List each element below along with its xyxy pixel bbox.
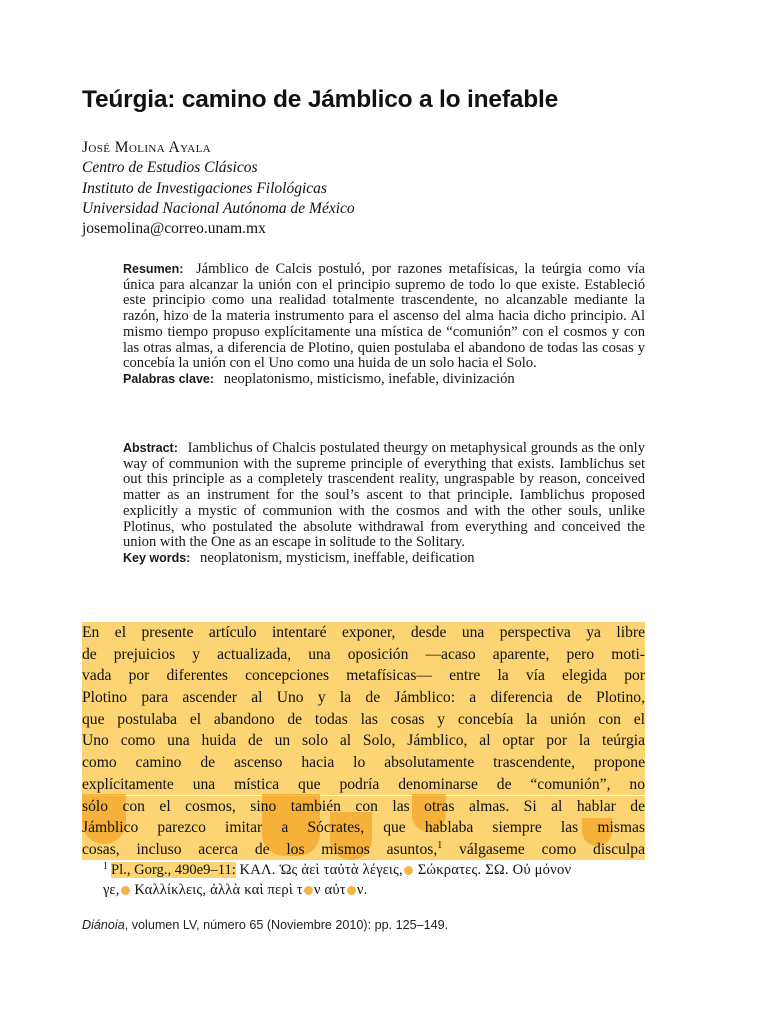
affiliation-1: Centro de Estudios Clásicos: [82, 159, 258, 177]
footnote: [103, 857, 645, 900]
journal-details: , volumen LV, número 65 (Noviembre 2010): pp. 125–149.: [124, 918, 449, 932]
resumen-section: [123, 262, 645, 388]
resumen-paragraph: [123, 262, 645, 372]
key-words-label: Key words:: [123, 550, 191, 565]
palabras-clave-text: neoplatonismo, misticismo, inefable, divinización: [223, 370, 515, 387]
key-words-text: neoplatonism, mysticism, ineffable, deification: [200, 549, 475, 566]
author-email[interactable]: josemolina@correo.unam.mx: [82, 220, 266, 238]
key-words: [123, 551, 645, 567]
journal-citation: [82, 918, 448, 932]
footnote-greek-6: ν.: [356, 882, 368, 898]
body-line: Jámblico parezco imitar a Sócrates, que hablaba siempre las mismas: [82, 817, 645, 839]
body-line: En el presente artículo intentaré exponer, desde una perspectiva ya libre: [82, 622, 645, 644]
author-block: [82, 138, 355, 239]
resumen-text: Jámblico de Calcis postuló, por razones metafísicas, la teúrgia como vía única para alcanzar la unión con el principio supremo de todo lo que existe. Estableció este principio como una realidad totalmente trascendente, no alcanzable mediante la razón, hizo de la materia instrumento para el ascenso del alma hacia dicho principio. Al mismo tiempo propuso explícitamente una mística de “comunión” con el cosmos y con las otras almas, a diferencia de Plotino, quien postulaba el abandono de todas las cosas y concebía la unión con el Uno como una huida de un solo hacia el Solo.: [123, 261, 645, 372]
palabras-clave: [123, 372, 645, 388]
abstract-text: Iamblichus of Chalcis postulated theurgy on metaphysical grounds as the only way of communion with the supreme principle of everything that exists. Iamblichus set out this principle as a completely trascendent reality, ungraspable by reason, conceived matter as an instrument for the soul’s ascent to that principle. Iamblichus proposed explicitly a mystic of communion with the cosmos and with the other souls, unlike Plotinus, who postulated the absolute withdrawal from everything and conceived the union with the One as an escape in solitude to the Solitary.: [123, 440, 645, 551]
abstract-paragraph: [123, 441, 645, 551]
footnote-greek-3: γε,: [103, 882, 120, 898]
body-line: Uno como una huida de un solo al Solo, Jámblico, al optar por la teúrgia: [82, 730, 645, 752]
highlight-dot: [121, 886, 130, 895]
abstract-label: Abstract:: [123, 441, 178, 455]
highlighted-body-paragraph: [82, 622, 645, 861]
footnote-citation: Pl., Gorg., 490e9–11:: [111, 862, 236, 878]
footnote-greek-1: ΚΑΛ. Ὡς ἀεὶ ταὐτὰ λέγεις,: [239, 862, 403, 878]
highlight-dot: [304, 886, 313, 895]
body-line: sólo con el cosmos, sino también con las otras almas. Si al hablar de: [82, 796, 645, 818]
article-title: Teúrgia: camino de Jámblico a lo inefable: [82, 86, 559, 113]
footnote-ref[interactable]: 1: [437, 839, 443, 851]
body-line: de prejuicios y actualizada, una oposición —acaso aparente, pero moti-: [82, 644, 645, 666]
palabras-clave-label: Palabras clave:: [123, 371, 215, 386]
journal-name: Diánoia: [82, 918, 125, 932]
footnote-greek-2: Σώκρατες. ΣΩ. Οὐ μόνον: [413, 862, 572, 878]
highlight-dot: [404, 866, 413, 875]
body-line: Plotino para ascender al Uno y la de Jámblico: a diferencia de Plotino,: [82, 687, 645, 709]
body-line-last: cosas, incluso acerca de los mismos asuntos,$^1$ válgaseme como disculpa: [82, 839, 645, 861]
body-line: vada por diferentes concepciones metafísicas— entre la vía elegida por: [82, 665, 645, 687]
affiliation-2: Instituto de Investigaciones Filológicas: [82, 179, 327, 197]
highlight-dot: [347, 886, 356, 895]
footnote-greek-4: Καλλίκλεις, ἀλλὰ καὶ περὶ τ: [130, 882, 303, 898]
affiliation-3: Universidad Nacional Autónoma de México: [82, 199, 355, 217]
abstract-section: [123, 441, 645, 567]
resumen-label: Resumen:: [123, 262, 184, 276]
author-name: José Molina Ayala: [82, 139, 212, 156]
footnote-number: 1: [103, 861, 108, 872]
footnote-greek-5: ν αὐτ: [313, 882, 346, 898]
body-line: como camino de ascenso hacia lo absolutamente trascendente, propone: [82, 752, 645, 774]
body-line: explícitamente una mística que podría denominarse de “comunión”, no: [82, 774, 645, 796]
body-line: que postulaba el abandono de todas las cosas y concebía la unión con el: [82, 709, 645, 731]
